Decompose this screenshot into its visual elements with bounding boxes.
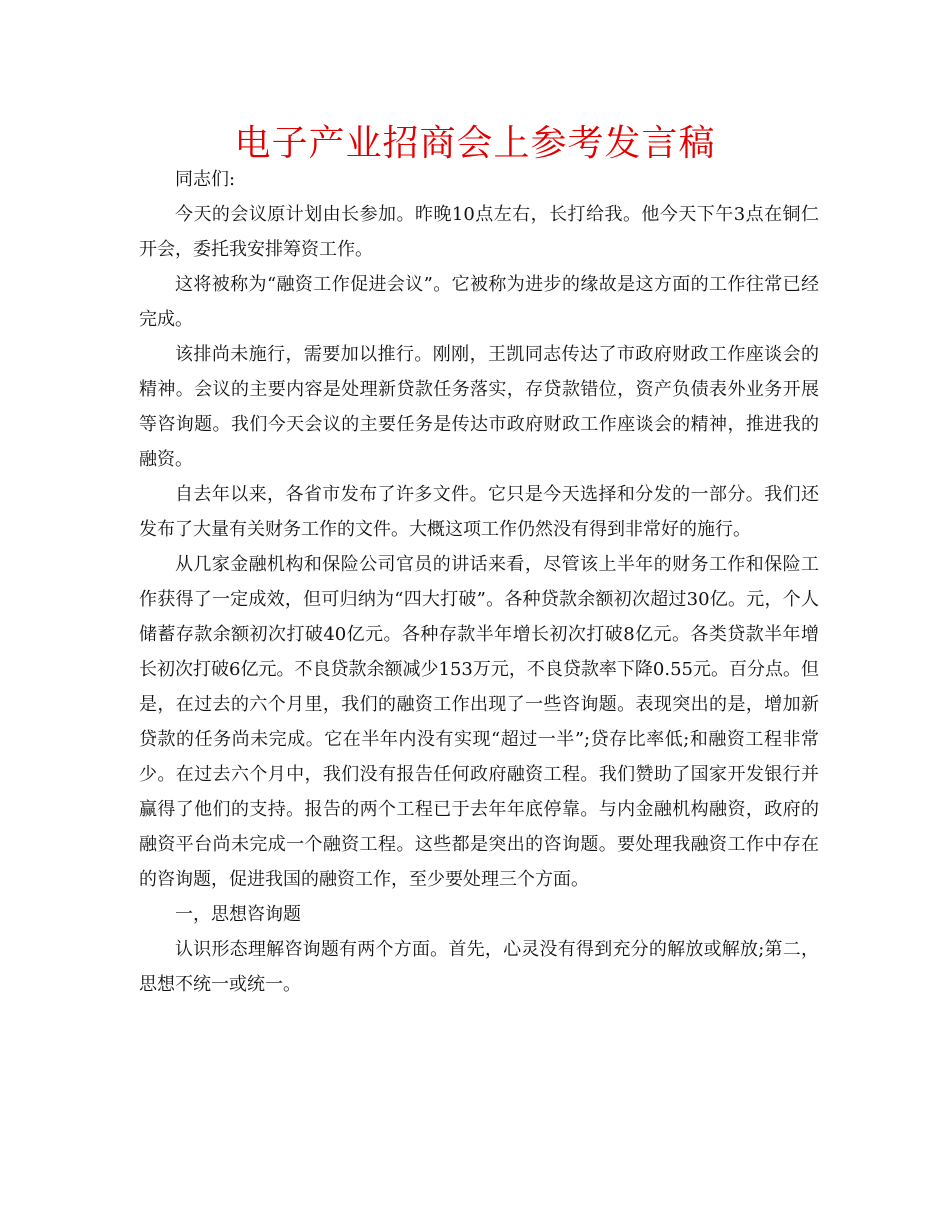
paragraph: 自去年以来，各省市发布了许多文件。它只是今天选择和分发的一部分。我们还发布了大量有关财务工作的文件。大概这项工作仍然没有得到非常好的施行。	[139, 484, 819, 540]
paragraph: 这将被称为“融资工作促进会议”。它被称为进步的缘故是这方面的工作往常已经完成。	[139, 274, 819, 330]
paragraph: 今天的会议原计划由长参加。昨晚10点左右，长打给我。他今天下午3点在铜仁开会，委托我安排筹资工作。	[139, 204, 819, 260]
paragraph: 从几家金融机构和保险公司官员的讲话来看，尽管该上半年的财务工作和保险工作获得了一定成效，但可归纳为“四大打破”。各种贷款余额初次超过30亿。元，个人储蓄存款余额初次打破40亿元。各种存款半年增长初次打破8亿元。各类贷款半年增长初次打破6亿元。不良贷款余额减少153万元，不良贷款率下降0.55元。百分点。但是，在过去的六个月里，我们的融资工作出现了一些咨询题。表现突出的是，增加新贷款的任务尚未完成。它在半年内没有实现“超过一半”;贷存比率低;和融资工程非常少。在过去六个月中，我们没有报告任何政府融资工程。我们赞助了国家开发银行并赢得了他们的支持。报告的两个工程已于去年年底停靠。与内金融机构融资，政府的融资平台尚未完成一个融资工程。这些都是突出的咨询题。要处理我融资工作中存在的咨询题，促进我国的融资工作，至少要处理三个方面。	[139, 554, 819, 890]
section-heading: 一，思想咨询题	[175, 904, 301, 925]
paragraph: 该排尚未施行，需要加以推行。刚刚，王凯同志传达了市政府财政工作座谈会的精神。会议的主要内容是处理新贷款任务落实，存贷款错位，资产负债表外业务开展等咨询题。我们今天会议的主要任务是传达市政府财政工作座谈会的精神，推进我的融资。	[139, 344, 819, 470]
document-title: 电子产业招商会上参考发言稿	[234, 123, 716, 164]
document-body	[139, 162, 819, 1002]
paragraph: 认识形态理解咨询题有两个方面。首先，心灵没有得到充分的解放或解放;第二，思想不统一或统一。	[139, 939, 819, 995]
paragraph-greeting: 同志们:	[175, 169, 236, 190]
